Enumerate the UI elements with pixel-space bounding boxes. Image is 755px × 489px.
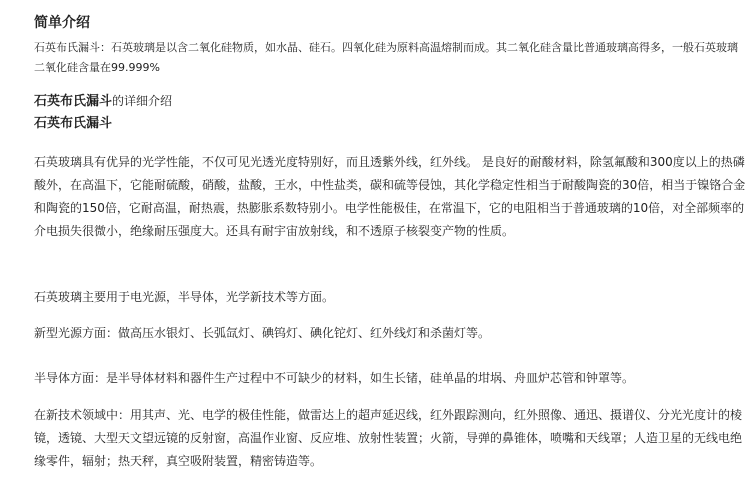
detail-product-name: 石英布氏漏斗 — [34, 94, 113, 109]
intro-text: 石英布氏漏斗：石英玻璃是以含二氧化硅物质，如水晶、硅石。四氧化硅为原料高温熔制而成。其二氧化硅含量比普通玻璃高得多，一般石英玻璃二氧化硅含量在99.999% — [34, 41, 738, 74]
detail-heading-suffix: 的详细介绍 — [112, 94, 173, 108]
detail-title: 石英布氏漏斗 — [34, 116, 113, 131]
intro-title: 简单介绍 — [34, 15, 90, 31]
paragraph-new-technology: 在新技术领域中：用其声、光、电学的极佳性能，做雷达上的超声延迟线，红外跟踪测向，红外照像、通迅、摄谱仪、分光光度计的棱镜，透镜、大型天文望远镜的反射窗，高温作业窗、反应堆、放射性装置；火箭，导弹的鼻锥体，喷嘴和天线罩；人造卫星的无线电绝缘零件，辐射；热天秤，真空吸附装置，精密铸造等。 — [34, 408, 743, 468]
paragraph-uses: 石英玻璃主要用于电光源，半导体，光学新技术等方面。 — [34, 290, 335, 304]
detail-heading — [34, 92, 172, 111]
paragraph-light-source: 新型光源方面：做高压水银灯、长弧氙灯、碘钨灯、碘化铊灯、红外线灯和杀菌灯等。 — [34, 326, 491, 340]
paragraph-properties: 石英玻璃具有优异的光学性能，不仅可见光透光度特别好，而且透紫外线，红外线。 是良好的耐酸材料，除氢氟酸和300度以上的热磷酸外，在高温下，它能耐硫酸，硝酸，盐酸，王水，中性盐类，碳和硫等侵蚀，其化学稳定性相当于耐酸陶瓷的30倍，相当于镍铬合金和陶瓷的150倍，它耐高温，耐热震，热膨胀系数特别小。电学性能极佳，在常温下，它的电阻相当于普通玻璃的10倍，对全部频率的介电损失很微小，绝缘耐压强度大。还具有耐宇宙放射线，和不透原子核裂变产物的性质。 — [34, 155, 746, 238]
paragraph-semiconductor: 半导体方面：是半导体材料和器件生产过程中不可缺少的材料，如生长锗，硅单晶的坩埚、舟皿炉芯管和钟罩等。 — [34, 371, 635, 385]
